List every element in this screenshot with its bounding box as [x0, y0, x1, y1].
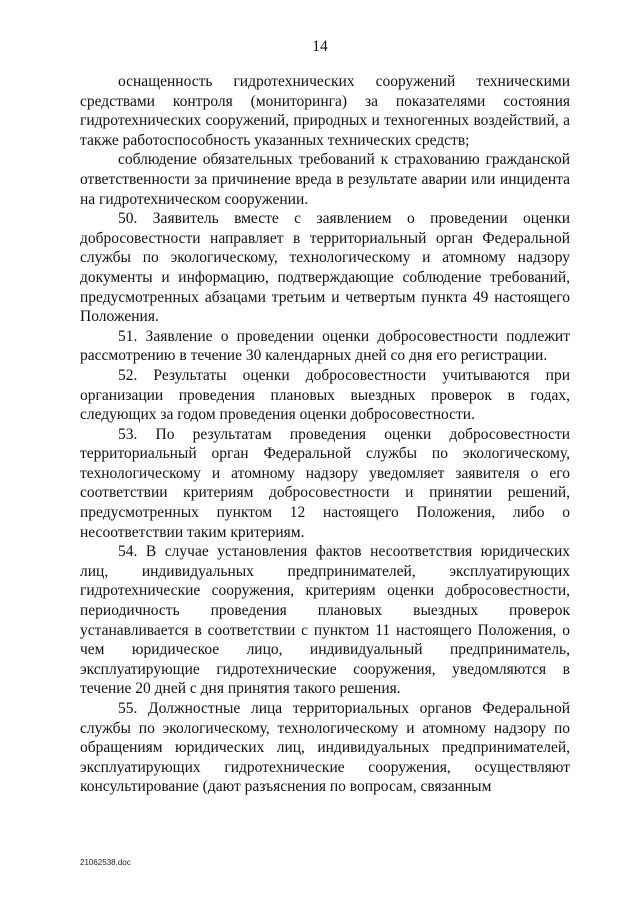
paragraph-liability-insurance: соблюдение обязательных требований к страхованию гражданской ответственности за причинение вреда в результате аварии или инцидента на гидротехническом сооружении.	[80, 151, 570, 208]
paragraph-item-52: 52. Результаты оценки добросовестности учитываются при организации проведения плановых выездных проверок в годах, следующих за годом проведения оценки добросовестности.	[80, 366, 570, 424]
document-file-code: 21062538.doc	[80, 858, 131, 867]
paragraph-item-50: 50. Заявитель вместе с заявлением о проведении оценки добросовестности направляет в территориальный орган Федеральной службы по экологическому, технологическому и атомному надзору документы и информацию, подтверждающие соблюдение требований, предусмотренных абзацами третьим и четвертым пункта 49 настоящего Положения.	[80, 210, 570, 326]
paragraph-monitoring-equipment: оснащенность гидротехнических сооружений техническими средствами контроля (мониторинга) за показателями состояния гидротехнических сооружений, природных и техногенных воздействий, а также работоспособность указанных технических средств;	[80, 73, 570, 149]
document-body	[80, 72, 570, 797]
paragraph-item-51: 51. Заявление о проведении оценки добросовестности подлежит рассмотрению в течение 30 календарных дней со дня его регистрации.	[80, 327, 570, 365]
paragraph-item-55: 55. Должностные лица территориальных органов Федеральной службы по экологическому, технологическому и атомному надзору по обращениям юридических лиц, индивидуальных предпринимателей, эксплуатирующих гидротехнические сооружения, осуществляют консультирование (дают разъяснения по вопросам, связанным	[80, 700, 570, 796]
paragraph-item-53: 53. По результатам проведения оценки добросовестности территориальный орган Федеральной службы по экологическому, технологическому и атомному надзору уведомляет заявителя о его соответствии критериям добросовестности и принятии решений, предусмотренных пунктом 12 настоящего Положения, либо о несоответствии таким критериям.	[80, 425, 570, 541]
paragraph-item-54: 54. В случае установления фактов несоответствия юридических лиц, индивидуальных предпринимателей, эксплуатирующих гидротехнические сооружения, критериям оценки добросовестности, периодичность проведения плановых выездных проверок устанавливается в соответствии с пунктом 11 настоящего Положения, о чем юридическое лицо, индивидуальный предприниматель, эксплуатирующие гидротехнические сооружения, уведомляются в течение 20 дней с дня принятия такого решения.	[80, 543, 570, 698]
page-number: 14	[312, 38, 328, 55]
